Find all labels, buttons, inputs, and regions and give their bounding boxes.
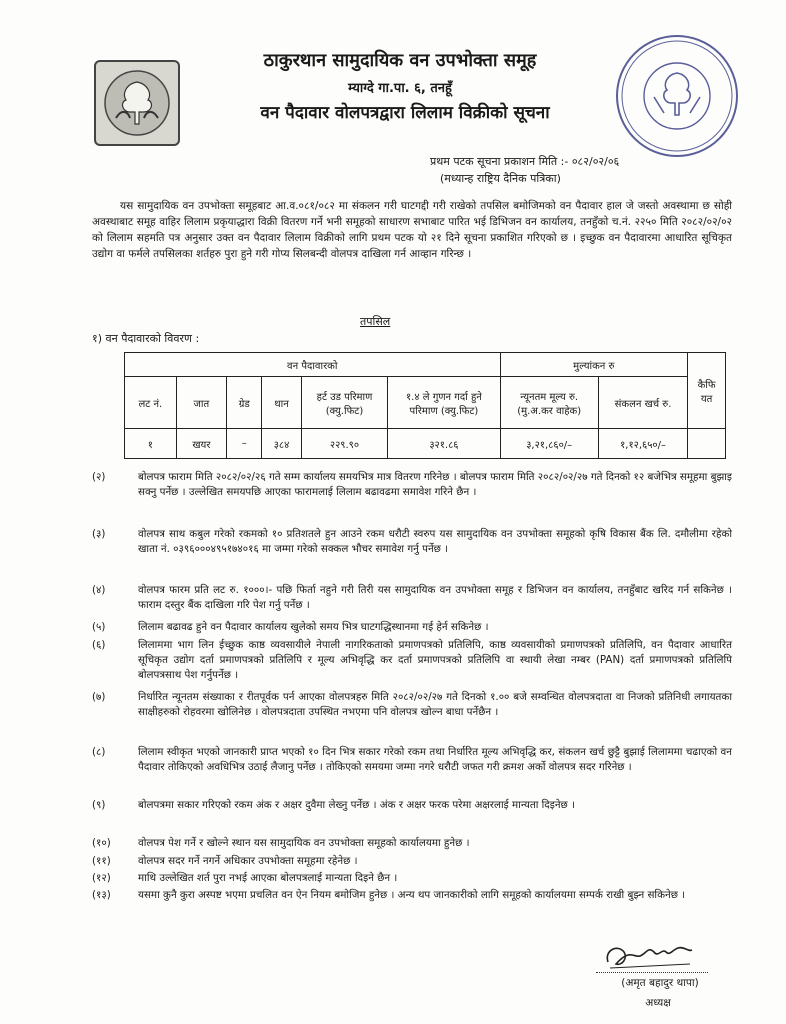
publication-date: प्रथम पटक सूचना प्रकाशन मिति :- ०८२/०२/०६ [430, 155, 620, 168]
publication-source: (मध्यान्ह राष्ट्रिय दैनिक पत्रिका) [440, 172, 561, 185]
cell-pieces: ३८४ [262, 429, 301, 459]
cell-remarks [688, 429, 726, 459]
group-header-product: वन पैदावारको [125, 353, 501, 377]
cell-multiplied: ३२१.८६ [388, 429, 500, 459]
clause-2: (२) बोलपत्र फाराम मिति २०८२/०२/२६ गते सम्म कार्यालय समयभित्र मात्र वितरण गरिनेछ । बोलपत्र फाराम मिति २०८२/०२/२७ गते दिनको १२ बजेभित्र समूहमा बुझाइ सक्नु पर्नेछ । उल्लेखित समयपछि आएका फारामलाई लिलाम बढावढमा समावेश गरिने छैन । [92, 471, 732, 498]
group-header-valuation: मुल्यांकन रु [500, 353, 688, 377]
clause-9: (९) बोलपत्रमा सकार गरिएको रकम अंक र अक्षर दुवैमा लेख्नु पर्नेछ । अंक र अक्षर फरक परेमा अक्षरलाई मान्यता दिइनेछ । [92, 799, 575, 811]
section-1-title: १) वन पैदावारको विवरण : [92, 332, 200, 345]
header-collection-cost: संकलन खर्च रु. [598, 377, 687, 429]
header-min-price: न्यूनतम मूल्य रु. (मु.अ.कर वाहेक) [500, 377, 598, 429]
signatory-name: (अमृत बहादुर थापा) [621, 977, 699, 989]
product-table [124, 352, 726, 467]
cell-volume: २२९.९० [301, 429, 388, 459]
clause-4: (४) वोलपत्र फारम प्रति लट रु. १०००।- पछि फिर्ता नहुने गरी तिरी यस सामुदायिक वन उपभोक्ता समूह र डिभिजन वन कार्यालय, तनहुँबाट खरिद गर्न सकिनेछ । फाराम दस्तुर बैंक दाखिला गरि पेश गर्नु पर्नेछ । [92, 584, 732, 611]
clause-12: (१२) माथि उल्लेखित शर्त पुरा नभई आएका बोलपत्रलाई मान्यता दिइने छैन । [92, 872, 398, 884]
header-remarks: कैफि यत [688, 353, 726, 429]
org-address: म्याग्दे गा.पा. ६, तनहूँ [348, 81, 452, 96]
header-volume: हर्ट उड परिमाण (क्यु.फिट) [301, 377, 388, 429]
header-grade: ग्रेड [227, 377, 262, 429]
cell-lot: १ [125, 429, 177, 459]
official-seal [614, 33, 740, 159]
signatory-title: अध्यक्ष [645, 997, 671, 1009]
table-row [125, 429, 726, 459]
org-logo [94, 60, 180, 146]
header-lot: लट नं. [125, 377, 177, 429]
cell-species: खयर [176, 429, 226, 459]
intro-paragraph: यस सामुदायिक वन उपभोक्ता समूहबाट आ.व.०८१/०८२ मा संकलन गरी घाटगद्दी गरी राखेको तपसिल बमोजिमको वन पैदावार हाल जे जस्तो अवस्थामा छ सोही अवस्थाबाट समूह वाहिर लिलाम प्रकृयाद्धारा विक्री वितरण गर्ने भनी समूहको साधारण सभाबाट पारित भई डिभिजन वन कार्यालय, तनहुँको च.नं. २२५० मिति २०८२/०२/०२ को लिलाम सहमति पत्र अनुसार उक्त वन पैदावार लिलाम विक्रीको लागि प्रथम पटक यो २१ दिने सूचना प्रकाशित गरिएको छ । इच्छुक वन पैदावारमा आधारित सूचिकृत उद्योग वा फर्मले तपसिलका शर्तहरु पुरा हुने गरी गोप्य सिलबन्दी वोलपत्र दाखिला गर्न आव्हान गरिन्छ । [92, 200, 732, 260]
cell-collection-cost: १,१२,६५०/– [598, 429, 687, 459]
signature-line [596, 972, 708, 973]
clause-7: (७) निर्धारित न्यूनतम संख्याका र रीतपूर्वक पर्न आएका वोलपत्रहरु मिति २०८२/०२/२७ गते दिनको १.०० बजे सम्वन्धित वोलपत्रदाता वा निजको प्रतिनिधी लगायतका साक्षीहरुको रोहवरमा खोलिनेछ । वोलपत्रदाता उपस्थित नभएमा पनि वोलपत्र खोल्न बाधा पर्नेछैन । [92, 691, 732, 718]
header-species: जात [176, 377, 226, 429]
notice-title: वन पैदावार वोलपत्रद्वारा लिलाम विक्रीको सूचना [260, 103, 550, 123]
handwritten-signature [600, 938, 700, 972]
clause-13: (१३) यसमा कुनै कुरा अस्पष्ट भएमा प्रचलित वन ऐन नियम बमोजिम हुनेछ । अन्य थप जानकारीको लागि समूहको कार्यालयमा सम्पर्क राखी बुझ्न सकिनेछ । [92, 889, 686, 901]
cell-min-price: ३,२१,८६०/– [500, 429, 598, 459]
clause-6: (६) लिलाममा भाग लिन ईच्छुक काष्ठ व्यवसायीले नेपाली नागरिकताको प्रमाणपत्रको प्रतिलिपि, काष्ठ व्यवसायीको प्रमाणपत्रको प्रतिलिपि, वन पैदावार आधारित सूचिकृत उद्योग दर्ता प्रमाणपत्रको प्रतिलिपि र मूल्य अभिवृद्धि कर दर्ता प्रमाणपत्रको प्रतिलिपि वा स्थायी लेखा नम्बर (PAN) दर्ता प्रमाणपत्रको प्रतिलिपि बोलपत्रसाथ पेश गर्नुपर्नेछ । [92, 639, 732, 681]
clause-3: (३) वोलपत्र साथ कबुल गरेको रकमको १० प्रतिशतले हुन आउने रकम धरौटी स्वरुप यस सामुदायिक वन उपभोक्ता समूहको कृषि विकास बैंक लि. दमौलीमा रहेको खाता नं. ०३९६०००४९५१७४०१६ मा जम्मा गरेको सक्कल भौचर समावेश गर्नु पर्नेछ । [92, 528, 732, 555]
header-multiplied: १.४ ले गुणन गर्दा हुने परिमाण (क्यु.फिट) [388, 377, 500, 429]
org-name: ठाकुरथान सामुदायिक वन उपभोक्ता समूह [263, 50, 537, 71]
clause-11: (११) वोलपत्र सदर गर्ने नगर्ने अधिकार उपभोक्ता समूहमा रहेनेछ । [92, 855, 358, 867]
cell-grade: – [227, 429, 262, 459]
clause-8: (८) लिलाम स्वीकृत भएको जानकारी प्राप्त भएको १० दिन भित्र सकार गरेको रकम तथा निर्धारित मूल्य अभिवृद्धि कर, संकलन खर्च छुट्टै बुझाई लिलाममा चढाएको वन पैदावार तोकिएको अवधिभित्र उठाई लैजानु पर्नेछ । तोकिएको समयमा जम्मा नगरे धरौटी जफत गरी क्रमश अर्को वोलपत्र सदर गरिनेछ । [92, 746, 732, 773]
schedule-heading: तपसिल [360, 315, 391, 328]
clause-5: (५) लिलाम बढावढ हुने वन पैदावार कार्यालय खुलेको समय भित्र घाटगद्धिस्थानमा गई हेर्न सकिनेछ । [92, 621, 489, 633]
clause-10: (१०) वोलपत्र पेश गर्ने र खोल्ने स्थान यस सामुदायिक वन उपभोक्ता समूहको कार्यालयमा हुनेछ । [92, 837, 470, 849]
header-pieces: थान [262, 377, 301, 429]
